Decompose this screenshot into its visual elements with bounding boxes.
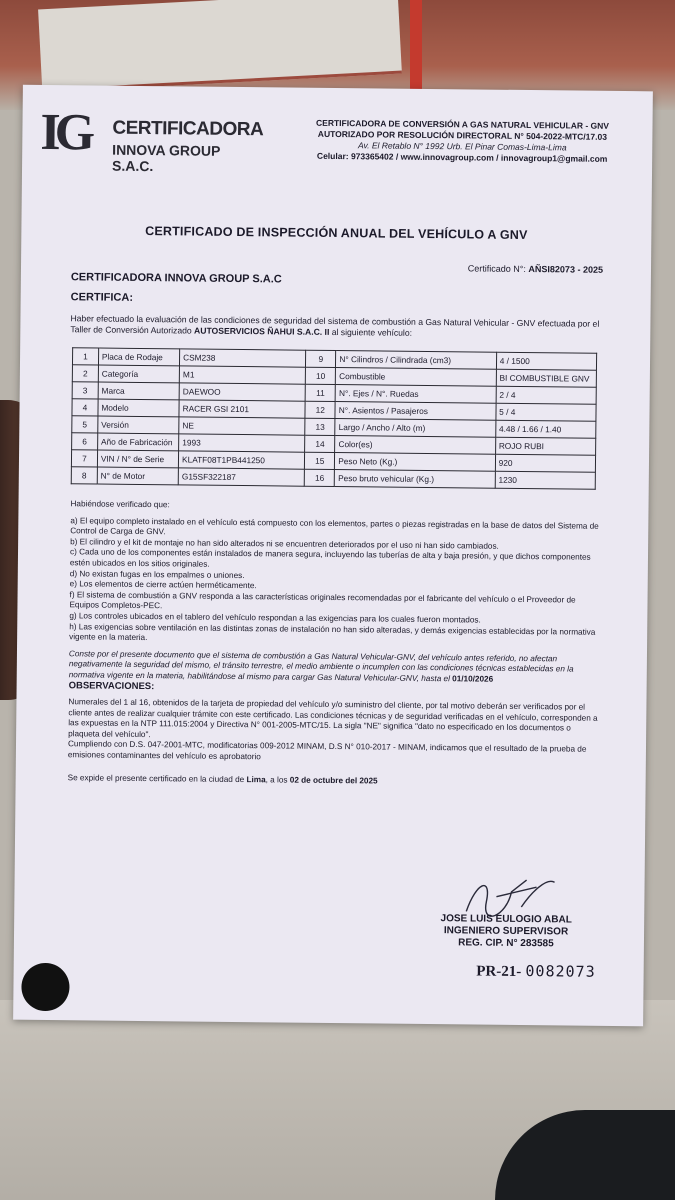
table-cell: 7 xyxy=(71,450,97,467)
intro-text: Haber efectuado la evaluación de las condiciones de seguridad del sistema de combustión a Gas Natural Vehicular - GNV efectuada por el Taller de Conversión Autorizado xyxy=(70,313,600,336)
observations-heading: OBSERVACIONES: xyxy=(68,679,155,692)
serial-value: 0082073 xyxy=(525,962,596,981)
letterhead-line1: CERTIFICADORA DE CONVERSIÓN A GAS NATURAL VEHICULAR - GNV xyxy=(315,117,610,131)
table-cell: Modelo xyxy=(98,399,179,417)
table-cell: KLATF08T1PB441250 xyxy=(178,451,304,469)
signer-role: INGENIERO SUPERVISOR xyxy=(443,925,569,938)
table-cell: G15SF322187 xyxy=(178,468,304,486)
table-cell: Categoría xyxy=(98,365,179,383)
list-item: a) El equipo completo instalado en el vehículo está compuesto con los elementos, partes o piezas registradas en la base de datos del Sistema de Control de Carga de GNV. xyxy=(70,515,599,537)
table-cell: Placa de Rodaje xyxy=(98,348,179,366)
letterhead-address: Av. El Retablo N° 1992 Urb. El Pinar Comas-Lima-Lima xyxy=(357,140,567,153)
table-cell: ROJO RUBI xyxy=(495,437,595,455)
table-cell: 10 xyxy=(306,367,336,384)
list-item: g) Los controles ubicados en el tablero del vehículo respondan a las exigencias para los cuales fueron montados. xyxy=(69,611,481,625)
table-cell: 920 xyxy=(495,454,595,472)
observations-text-1: Numerales del 1 al 16, obtenidos de la tarjeta de propiedad del vehículo y/o suministro del cliente, por tal motivo deberán ser verificados por el cliente antes de realizar cualquier trámite con este certificado. Las condiciones técnicas y de seguridad verificadas en el vehículo, corresponden a las expuestas en la NTP 111.015:2004 y Directiva N° 001-2005-MTC/15. La sigla "NE" significa "dato no especificado en los documentos o plaqueta del vehículo". xyxy=(68,697,598,739)
table-cell: Color(es) xyxy=(335,436,496,455)
serial-prefix: PR-21- xyxy=(476,963,522,980)
table-cell: NE xyxy=(179,417,305,435)
certificate-number xyxy=(468,263,603,274)
table-cell: 4.48 / 1.66 / 1.40 xyxy=(495,420,595,438)
list-item: d) No existan fugas en los empalmes o uniones. xyxy=(69,568,245,580)
letterhead-line2: AUTORIZADO POR RESOLUCIÓN DIRECTORAL N° 504-2022-MTC/17.03 xyxy=(317,128,608,142)
certificate-document xyxy=(13,85,653,1027)
list-item: h) Las exigencias sobre ventilación en las distintas zonas de instalación no han sido alteradas, y demás exigencias establecidas por la normativa vigente en la materia. xyxy=(69,621,596,643)
table-cell: DAEWOO xyxy=(179,383,305,401)
logo-mark: IG xyxy=(40,103,90,162)
signer-registration: REG. CIP. N° 283585 xyxy=(458,937,554,950)
table-cell: 1 xyxy=(72,348,98,365)
table-cell: 1993 xyxy=(179,434,305,452)
certifica-heading: CERTIFICA: xyxy=(70,291,134,304)
table-cell: Peso Neto (Kg.) xyxy=(335,453,496,472)
table-cell: 15 xyxy=(305,452,335,469)
certificate-number-value: AÑSI82073 - 2025 xyxy=(528,264,604,275)
workshop-name: AUTOSERVICIOS ÑAHUI S.A.C. II xyxy=(194,325,330,337)
table-cell: 2 xyxy=(72,365,98,382)
table-cell: N°. Asientos / Pasajeros xyxy=(335,402,496,421)
conste-text: Conste por el presente documento que el sistema de combustión a Gas Natural Vehicular-GNV, del vehículo antes referido, no afectan negativamente la seguridad del mismo, el tránsito terrestre, el medio ambiente o incumplen con las condiciones técnicas establecidas en la normativa vigente en la materia, habilitándose al mismo para cargar Gas Natural Vehicular-GNV, hasta el xyxy=(68,648,574,684)
table-cell: N° de Motor xyxy=(97,467,178,485)
observations-text-2: Cumpliendo con D.S. 047-2001-MTC, modificatorias 009-2012 MINAM, D.S N° 010-2017 - MINAM, indicamos que el resultado de la prueba de emisiones contaminantes del vehículo es aprobatorio xyxy=(67,739,587,762)
table-cell: BI COMBUSTIBLE GNV xyxy=(496,369,596,387)
table-cell: 4 / 1500 xyxy=(496,352,596,370)
table-cell: Año de Fabricación xyxy=(97,433,178,451)
valid-until-date: 01/10/2026 xyxy=(452,674,494,684)
table-cell: 4 xyxy=(72,399,98,416)
logo-line1: CERTIFICADORA xyxy=(112,117,264,141)
signer-details xyxy=(416,913,596,951)
list-item: c) Cada uno de los componentes están instalados de manera segura, incluyendo las tuberías de alta y baja presión, y que dichos componentes estén ubicados en los sitios originales. xyxy=(69,547,591,569)
table-cell: N°. Ejes / N°. Ruedas xyxy=(335,385,496,404)
intro-paragraph xyxy=(70,313,600,341)
table-cell: Marca xyxy=(98,382,179,400)
table-cell: CSM238 xyxy=(180,349,306,367)
table-cell: 12 xyxy=(305,401,335,418)
table-cell: 5 xyxy=(72,416,98,433)
background-pole xyxy=(410,0,422,100)
certificate-body xyxy=(68,499,601,789)
table-cell: VIN / N° de Serie xyxy=(97,450,178,468)
table-cell: Largo / Ancho / Alto (m) xyxy=(335,419,496,438)
verified-intro: Habiéndose verificado que: xyxy=(70,499,170,510)
table-cell: 2 / 4 xyxy=(496,386,596,404)
table-cell: 5 / 4 xyxy=(496,403,596,421)
logo-line2: INNOVA GROUP S.A.C. xyxy=(111,141,221,175)
signature-block xyxy=(416,871,597,963)
table-cell: 13 xyxy=(305,418,335,435)
table-cell: 8 xyxy=(71,467,97,484)
document-title: CERTIFICADO DE INSPECCIÓN ANUAL DEL VEHÍCULO A GNV xyxy=(145,224,528,243)
table-cell: 16 xyxy=(305,469,335,486)
intro-text-end: al siguiente vehículo: xyxy=(329,326,413,338)
letterhead-contact: Celular: 973365402 / www.innovagroup.com / innovagroup1@gmail.com xyxy=(316,150,608,164)
table-cell: 6 xyxy=(72,433,98,450)
verification-list xyxy=(69,516,600,649)
issue-city: Lima xyxy=(246,774,266,784)
company-logo xyxy=(40,103,264,175)
list-item: b) El cilindro y el kit de montaje no han sido alterados ni se encuentren deteriorados por el uso ni han sido cambiados. xyxy=(70,537,499,551)
letterhead xyxy=(287,118,637,166)
table-cell: M1 xyxy=(179,366,305,384)
table-cell: Combustible xyxy=(336,368,497,387)
table-cell: Peso bruto vehicular (Kg.) xyxy=(335,470,496,489)
table-cell: N° Cilindros / Cilindrada (cm3) xyxy=(336,351,497,370)
certificate-number-label: Certificado N°: xyxy=(467,263,526,275)
serial-number xyxy=(476,962,596,982)
signer-name: JOSE LUIS EULOGIO ABAL xyxy=(440,913,572,926)
issue-text: Se expide el presente certificado en la ciudad de xyxy=(67,772,247,784)
issue-text-mid: , a los xyxy=(265,774,290,785)
table-cell: 1230 xyxy=(495,471,595,489)
table-cell: 9 xyxy=(306,350,336,367)
table-cell: 11 xyxy=(305,384,335,401)
issue-date: 02 de octubre del 2025 xyxy=(289,775,378,786)
list-item: f) El sistema de combustión a GNV responda a las características originales recomendadas por el fabricante del vehículo o el Proveedor de Equipos Completos-PEC. xyxy=(69,589,576,611)
vehicle-table xyxy=(71,347,597,489)
company-name: CERTIFICADORA INNOVA GROUP S.A.C xyxy=(70,271,282,286)
table-cell: Versión xyxy=(98,416,179,434)
punch-hole xyxy=(21,963,70,1012)
table-cell: 3 xyxy=(72,382,98,399)
table-cell: 14 xyxy=(305,435,335,452)
table-cell: RACER GSI 2101 xyxy=(179,400,305,418)
list-item: e) Los elementos de cierre actúen herméticamente. xyxy=(69,579,257,591)
